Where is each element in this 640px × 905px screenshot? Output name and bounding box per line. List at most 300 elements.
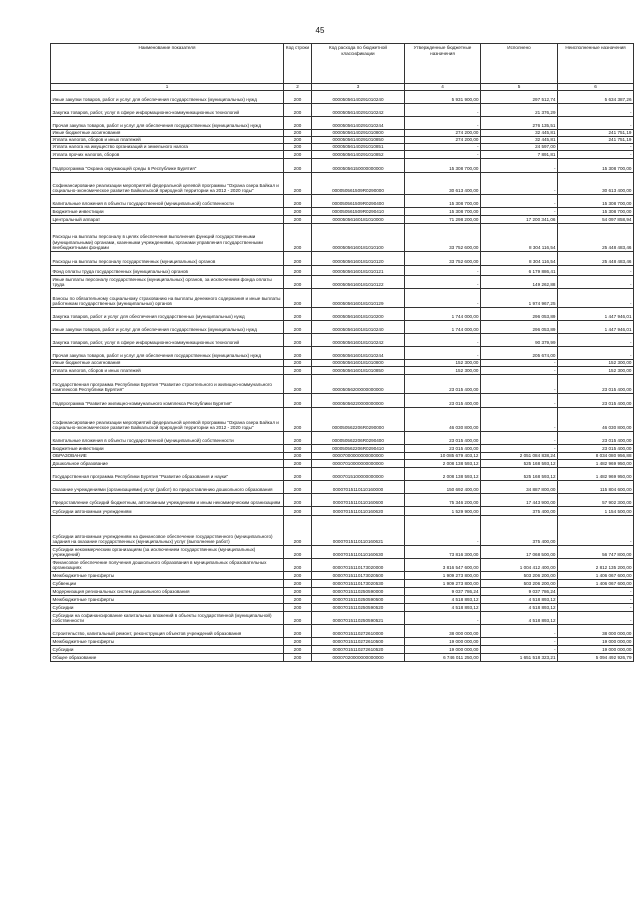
row-expense-code: 00005056140291010244 bbox=[312, 117, 405, 130]
row-indicator-name: Софинансирование реализации мероприятий федеральной целевой программы "Охрана озера Байкал и социально-экономическое развитие Байкальской природной территории на 2012 - 2020 годы" bbox=[51, 173, 284, 195]
row-executed-value: 296 053,89 bbox=[481, 321, 558, 334]
row-executed-value: 34 887 800,00 bbox=[481, 481, 558, 494]
row-line-code: 200 bbox=[284, 507, 312, 516]
row-expense-code: 00007015110110160620 bbox=[312, 507, 405, 516]
row-line-code: 200 bbox=[284, 104, 312, 117]
row-expense-code: 000050561509R0290400 bbox=[312, 195, 405, 208]
row-indicator-name: Бюджетные инвестиции bbox=[51, 445, 284, 453]
row-expense-code: 00007015110250590500 bbox=[312, 596, 405, 604]
row-line-code: 200 bbox=[284, 559, 312, 572]
row-approved-value: - bbox=[405, 104, 481, 117]
row-unexecuted-value: 46 030 800,00 bbox=[558, 408, 634, 432]
row-expense-code: 00005056140291010852 bbox=[312, 151, 405, 159]
row-line-code: 200 bbox=[284, 546, 312, 559]
row-indicator-name: ОБРАЗОВАНИЕ bbox=[51, 453, 284, 460]
row-expense-code: 000050562206R0290400 bbox=[312, 432, 405, 445]
row-expense-code: 00005056160181010120 bbox=[312, 252, 405, 266]
row-executed-value: 1 974 967,25 bbox=[481, 289, 558, 308]
column-number: 6 bbox=[558, 84, 634, 91]
row-indicator-name: Фонд оплаты труда государственных (муниципальных) органов bbox=[51, 266, 284, 276]
row-line-code: 200 bbox=[284, 516, 312, 546]
row-expense-code: 00005056150000000000 bbox=[312, 159, 405, 173]
row-unexecuted-value: 1 447 946,01 bbox=[558, 321, 634, 334]
row-indicator-name: Дошкольное образование bbox=[51, 460, 284, 468]
row-approved-value: 71 298 200,00 bbox=[405, 216, 481, 224]
table-row bbox=[51, 151, 634, 159]
row-indicator-name: Модернизация региональных систем дошкольного образования bbox=[51, 588, 284, 596]
row-executed-value: 2 051 084 838,24 bbox=[481, 453, 558, 460]
table-row bbox=[51, 572, 634, 580]
row-unexecuted-value: - bbox=[558, 604, 634, 612]
row-unexecuted-value: 23 015 400,00 bbox=[558, 432, 634, 445]
row-expense-code: 00007015110110160000 bbox=[312, 481, 405, 494]
row-indicator-name: Прочая закупка товаров, работ и услуг для обеспечения государственных (муниципальных) нужд bbox=[51, 117, 284, 130]
row-unexecuted-value: 30 613 400,00 bbox=[558, 173, 634, 195]
column-number: 1 bbox=[51, 84, 284, 91]
table-row bbox=[51, 638, 634, 646]
row-approved-value: 46 030 800,00 bbox=[405, 408, 481, 432]
row-unexecuted-value: 241 751,19 bbox=[558, 137, 634, 144]
row-executed-value: 296 053,89 bbox=[481, 308, 558, 321]
row-indicator-name: Иные закупки товаров, работ и услуг для обеспечения государственных (муниципальных) нужд bbox=[51, 321, 284, 334]
row-approved-value: 274 200,00 bbox=[405, 130, 481, 137]
row-executed-value: 297 512,74 bbox=[481, 91, 558, 104]
table-row bbox=[51, 360, 634, 367]
row-executed-value: 503 206 200,00 bbox=[481, 572, 558, 580]
row-indicator-name: Субсидии bbox=[51, 646, 284, 654]
row-indicator-name: Иные выплаты персоналу государственных (муниципальных) органов, за исключением фонда оплаты труда bbox=[51, 276, 284, 289]
row-indicator-name: Государственная программа Республики Бурятия "Развитие образования и науки" bbox=[51, 468, 284, 481]
row-indicator-name: Субсидии на софинансирование капитальных вложений в объекты государственной (муниципальной) собственности bbox=[51, 612, 284, 625]
row-approved-value: 3 816 547 600,00 bbox=[405, 559, 481, 572]
table-row bbox=[51, 104, 634, 117]
table-row bbox=[51, 334, 634, 347]
row-executed-value: 4 518 893,12 bbox=[481, 612, 558, 625]
row-approved-value: - bbox=[405, 347, 481, 360]
row-executed-value: 1 004 412 400,00 bbox=[481, 559, 558, 572]
table-header-row bbox=[51, 44, 634, 84]
row-indicator-name: Субвенции bbox=[51, 580, 284, 588]
row-line-code: 200 bbox=[284, 173, 312, 195]
row-indicator-name: Общее образование bbox=[51, 654, 284, 662]
row-executed-value: 17 200 341,06 bbox=[481, 216, 558, 224]
table-row bbox=[51, 321, 634, 334]
row-executed-value: - bbox=[481, 159, 558, 173]
row-approved-value: - bbox=[405, 151, 481, 159]
row-approved-value: 9 037 786,24 bbox=[405, 588, 481, 596]
table-row bbox=[51, 408, 634, 432]
row-approved-value: 19 000 000,00 bbox=[405, 646, 481, 654]
row-executed-value: 32 445,81 bbox=[481, 130, 558, 137]
row-line-code: 200 bbox=[284, 588, 312, 596]
row-unexecuted-value: 2 812 135 200,00 bbox=[558, 559, 634, 572]
row-executed-value: 525 168 593,12 bbox=[481, 460, 558, 468]
row-approved-value: 1 744 000,00 bbox=[405, 308, 481, 321]
row-line-code: 200 bbox=[284, 481, 312, 494]
row-line-code: 200 bbox=[284, 367, 312, 375]
budget-execution-table bbox=[50, 43, 634, 662]
row-unexecuted-value: - bbox=[558, 516, 634, 546]
row-approved-value: 73 816 300,00 bbox=[405, 546, 481, 559]
row-expense-code: 000050561509R0290410 bbox=[312, 208, 405, 216]
row-indicator-name: Субсидии автономным учреждениям bbox=[51, 507, 284, 516]
row-expense-code: 00007015100000000000 bbox=[312, 468, 405, 481]
row-executed-value: - bbox=[481, 432, 558, 445]
table-row bbox=[51, 507, 634, 516]
row-executed-value: - bbox=[481, 208, 558, 216]
row-executed-value: - bbox=[481, 360, 558, 367]
row-expense-code: 00007000000000000000 bbox=[312, 453, 405, 460]
row-line-code: 200 bbox=[284, 216, 312, 224]
row-indicator-name: Центральный аппарат bbox=[51, 216, 284, 224]
row-expense-code: 00005056140291010242 bbox=[312, 104, 405, 117]
row-approved-value: 15 308 700,00 bbox=[405, 208, 481, 216]
header-unexecuted: Неисполненные назначения bbox=[558, 44, 634, 84]
row-line-code: 200 bbox=[284, 289, 312, 308]
row-expense-code: 00007015110173020500 bbox=[312, 572, 405, 580]
row-expense-code: 000050562206R0290410 bbox=[312, 445, 405, 453]
row-indicator-name: Субсидии автономным учреждениям на финансовое обеспечение государственного (муниципального) задания на оказание государственных (муниципальных) услуг (выполнение работ) bbox=[51, 516, 284, 546]
row-expense-code: 00005056140291010850 bbox=[312, 137, 405, 144]
row-indicator-name: Оказание учреждениями (организациями) услуг (работ) по предоставлению дошкольного образования bbox=[51, 481, 284, 494]
row-unexecuted-value: 19 000 000,00 bbox=[558, 638, 634, 646]
row-approved-value: 1 744 000,00 bbox=[405, 321, 481, 334]
row-expense-code: 000050562206R0290000 bbox=[312, 408, 405, 432]
row-approved-value: 15 308 700,00 bbox=[405, 195, 481, 208]
table-row bbox=[51, 137, 634, 144]
row-approved-value: 75 346 200,00 bbox=[405, 494, 481, 507]
row-expense-code: 00007015110250590000 bbox=[312, 588, 405, 596]
column-number: 4 bbox=[405, 84, 481, 91]
table-row bbox=[51, 516, 634, 546]
row-line-code: 200 bbox=[284, 308, 312, 321]
row-indicator-name: Финансовое обеспечение получения дошкольного образования в муниципальных образовательных организациях bbox=[51, 559, 284, 572]
row-unexecuted-value: 1 482 969 950,00 bbox=[558, 468, 634, 481]
row-indicator-name: Взносы по обязательному социальному страхованию на выплаты денежного содержания и иные выплаты работникам государственных (муниципальных) органов bbox=[51, 289, 284, 308]
table-row bbox=[51, 252, 634, 266]
row-executed-value: 90 379,99 bbox=[481, 334, 558, 347]
row-expense-code: 00005056160181010800 bbox=[312, 360, 405, 367]
row-expense-code: 00005056160181010244 bbox=[312, 347, 405, 360]
row-line-code: 200 bbox=[284, 208, 312, 216]
row-line-code: 200 bbox=[284, 347, 312, 360]
table-row bbox=[51, 266, 634, 276]
row-line-code: 200 bbox=[284, 321, 312, 334]
row-indicator-name: Софинансирование реализации мероприятий федеральной целевой программы "Охрана озера Байкал и социально-экономическое развитие Байкальской природной территории на 2012 - 2020 годы" bbox=[51, 408, 284, 432]
row-executed-value: - bbox=[481, 195, 558, 208]
row-expense-code: 00007015110250590521 bbox=[312, 612, 405, 625]
row-indicator-name: Субсидии некоммерческим организациям (за исключением государственных (муниципальных) учреждений) bbox=[51, 546, 284, 559]
row-indicator-name: Иные бюджетные ассигнования bbox=[51, 130, 284, 137]
row-approved-value: 10 085 679 403,12 bbox=[405, 453, 481, 460]
row-unexecuted-value: - bbox=[558, 266, 634, 276]
row-indicator-name: Уплата налога на имущество организаций и земельного налога bbox=[51, 144, 284, 151]
row-indicator-name: Капитальные вложения в объекты государственной (муниципальной) собственности bbox=[51, 195, 284, 208]
row-line-code: 200 bbox=[284, 460, 312, 468]
row-line-code: 200 bbox=[284, 252, 312, 266]
row-expense-code: 00005056140291010851 bbox=[312, 144, 405, 151]
page-number: 45 bbox=[315, 26, 325, 35]
row-line-code: 200 bbox=[284, 144, 312, 151]
row-executed-value: 8 304 116,54 bbox=[481, 252, 558, 266]
row-approved-value: - bbox=[405, 289, 481, 308]
row-expense-code: 00005056160181010242 bbox=[312, 334, 405, 347]
row-indicator-name: Подпрограмма "Охрана окружающей среды в Республике Бурятия" bbox=[51, 159, 284, 173]
row-unexecuted-value: 1 406 067 600,00 bbox=[558, 580, 634, 588]
row-unexecuted-value: 57 902 300,00 bbox=[558, 494, 634, 507]
table-row bbox=[51, 432, 634, 445]
row-unexecuted-value: 38 000 000,00 bbox=[558, 625, 634, 638]
table-row bbox=[51, 468, 634, 481]
row-executed-value: - bbox=[481, 394, 558, 408]
row-unexecuted-value: - bbox=[558, 588, 634, 596]
row-expense-code: 00005056160181010240 bbox=[312, 321, 405, 334]
row-expense-code: 00007020000000000000 bbox=[312, 654, 405, 662]
row-approved-value: 152 300,00 bbox=[405, 360, 481, 367]
row-unexecuted-value: - bbox=[558, 596, 634, 604]
row-indicator-name: Межбюджетные трансферты bbox=[51, 596, 284, 604]
table-row bbox=[51, 596, 634, 604]
row-unexecuted-value: 1 154 500,00 bbox=[558, 507, 634, 516]
row-executed-value: 149 262,88 bbox=[481, 276, 558, 289]
row-line-code: 200 bbox=[284, 494, 312, 507]
table-row bbox=[51, 453, 634, 460]
row-expense-code: 00005056160181010850 bbox=[312, 367, 405, 375]
row-approved-value: - bbox=[405, 612, 481, 625]
row-expense-code: 00005056160181010200 bbox=[312, 308, 405, 321]
row-approved-value: 33 752 600,00 bbox=[405, 252, 481, 266]
row-indicator-name: Закупка товаров, работ, услуг в сфере информационно-коммуникационных технологий bbox=[51, 334, 284, 347]
row-line-code: 200 bbox=[284, 638, 312, 646]
table-row bbox=[51, 546, 634, 559]
row-expense-code: 00007015110272610000 bbox=[312, 625, 405, 638]
table-row bbox=[51, 367, 634, 375]
row-unexecuted-value: - bbox=[558, 347, 634, 360]
header-line-code: Код строки bbox=[284, 44, 312, 84]
table-row bbox=[51, 130, 634, 137]
row-executed-value: - bbox=[481, 445, 558, 453]
row-indicator-name: Уплата прочих налогов, сборов bbox=[51, 151, 284, 159]
row-executed-value: 6 179 886,41 bbox=[481, 266, 558, 276]
row-indicator-name: Закупка товаров, работ и услуг для обеспечения государственных (муниципальных) нужд bbox=[51, 308, 284, 321]
table-row bbox=[51, 117, 634, 130]
row-indicator-name: Уплата налогов, сборов и иных платежей bbox=[51, 137, 284, 144]
row-expense-code: 00005056160181010129 bbox=[312, 289, 405, 308]
row-line-code: 200 bbox=[284, 117, 312, 130]
table-row bbox=[51, 208, 634, 216]
row-unexecuted-value: 15 308 700,00 bbox=[558, 208, 634, 216]
row-indicator-name: Межбюджетные трансферты bbox=[51, 638, 284, 646]
row-expense-code: 00007015110272610520 bbox=[312, 646, 405, 654]
row-unexecuted-value: - bbox=[558, 151, 634, 159]
row-indicator-name: Межбюджетные трансферты bbox=[51, 572, 284, 580]
row-unexecuted-value: 5 634 387,26 bbox=[558, 91, 634, 104]
table-row bbox=[51, 144, 634, 151]
row-executed-value: 205 674,00 bbox=[481, 347, 558, 360]
row-indicator-name: Бюджетные инвестиции bbox=[51, 208, 284, 216]
row-expense-code: 00005056160181010122 bbox=[312, 276, 405, 289]
table-row bbox=[51, 460, 634, 468]
row-approved-value: 150 692 400,00 bbox=[405, 481, 481, 494]
row-unexecuted-value: 8 034 080 956,88 bbox=[558, 453, 634, 460]
table-row bbox=[51, 588, 634, 596]
table-row bbox=[51, 559, 634, 572]
row-expense-code: 00005056220000000000 bbox=[312, 394, 405, 408]
row-expense-code: 00005056140291010800 bbox=[312, 130, 405, 137]
row-unexecuted-value: - bbox=[558, 334, 634, 347]
row-line-code: 200 bbox=[284, 266, 312, 276]
row-indicator-name: Закупка товаров, работ, услуг в сфере информационно-коммуникационных технологий bbox=[51, 104, 284, 117]
row-approved-value: 38 000 000,00 bbox=[405, 625, 481, 638]
row-expense-code: 00005056200000000000 bbox=[312, 375, 405, 394]
table-row bbox=[51, 91, 634, 104]
row-executed-value: 503 206 200,00 bbox=[481, 580, 558, 588]
row-approved-value: 33 752 600,00 bbox=[405, 224, 481, 252]
header-expense-code: Код расхода по бюджетной классификации bbox=[312, 44, 405, 84]
column-number: 3 bbox=[312, 84, 405, 91]
row-line-code: 200 bbox=[284, 572, 312, 580]
row-approved-value: - bbox=[405, 266, 481, 276]
row-unexecuted-value: 23 015 400,00 bbox=[558, 394, 634, 408]
row-unexecuted-value: 15 308 700,00 bbox=[558, 195, 634, 208]
table-row bbox=[51, 654, 634, 662]
table-row bbox=[51, 216, 634, 224]
row-approved-value: 4 518 893,12 bbox=[405, 604, 481, 612]
row-executed-value: - bbox=[481, 408, 558, 432]
row-approved-value: 30 613 400,00 bbox=[405, 173, 481, 195]
table-row bbox=[51, 195, 634, 208]
row-executed-value: 17 068 500,00 bbox=[481, 546, 558, 559]
row-approved-value: 1 529 900,00 bbox=[405, 507, 481, 516]
row-indicator-name: Государственная программа Республики Бурятия "Развитие строительного и жилищно-коммунального комплексов Республики Бурятия" bbox=[51, 375, 284, 394]
row-indicator-name: Прочая закупка товаров, работ и услуг для обеспечения государственных (муниципальных) нужд bbox=[51, 347, 284, 360]
row-executed-value: - bbox=[481, 646, 558, 654]
table-row bbox=[51, 625, 634, 638]
row-unexecuted-value: 115 804 600,00 bbox=[558, 481, 634, 494]
row-line-code: 200 bbox=[284, 596, 312, 604]
row-executed-value: - bbox=[481, 367, 558, 375]
row-line-code: 200 bbox=[284, 625, 312, 638]
table-row bbox=[51, 375, 634, 394]
row-approved-value: 274 200,00 bbox=[405, 137, 481, 144]
row-unexecuted-value: 56 747 800,00 bbox=[558, 546, 634, 559]
table-row bbox=[51, 481, 634, 494]
row-expense-code: 00007015110110160600 bbox=[312, 494, 405, 507]
row-indicator-name: Подпрограмма "Развитие жилищно-коммунального комплекса Республики Бурятия" bbox=[51, 394, 284, 408]
row-line-code: 200 bbox=[284, 468, 312, 481]
row-unexecuted-value: - bbox=[558, 276, 634, 289]
row-approved-value: - bbox=[405, 516, 481, 546]
row-approved-value: 4 518 893,12 bbox=[405, 596, 481, 604]
row-executed-value: - bbox=[481, 375, 558, 394]
row-expense-code: 00007015110110160621 bbox=[312, 516, 405, 546]
row-executed-value: 4 518 893,12 bbox=[481, 596, 558, 604]
row-approved-value: 152 300,00 bbox=[405, 367, 481, 375]
row-expense-code: 00005056160181010121 bbox=[312, 266, 405, 276]
row-approved-value: - bbox=[405, 117, 481, 130]
row-unexecuted-value: 25 448 483,46 bbox=[558, 252, 634, 266]
row-line-code: 200 bbox=[284, 159, 312, 173]
row-indicator-name: Субсидии bbox=[51, 604, 284, 612]
row-executed-value: 375 400,00 bbox=[481, 507, 558, 516]
table-row bbox=[51, 604, 634, 612]
table-row bbox=[51, 612, 634, 625]
table-row bbox=[51, 347, 634, 360]
row-unexecuted-value: - bbox=[558, 104, 634, 117]
row-line-code: 200 bbox=[284, 130, 312, 137]
header-indicator-name: Наименование показателя bbox=[51, 44, 284, 84]
row-approved-value: 2 008 138 593,12 bbox=[405, 460, 481, 468]
row-unexecuted-value: 19 000 000,00 bbox=[558, 646, 634, 654]
row-executed-value: 24 597,00 bbox=[481, 144, 558, 151]
row-line-code: 200 bbox=[284, 137, 312, 144]
table-body bbox=[51, 91, 634, 662]
row-executed-value: 32 445,81 bbox=[481, 137, 558, 144]
row-executed-value: 17 443 900,00 bbox=[481, 494, 558, 507]
row-line-code: 200 bbox=[284, 408, 312, 432]
column-number: 2 bbox=[284, 84, 312, 91]
row-unexecuted-value: 1 447 946,01 bbox=[558, 308, 634, 321]
row-approved-value: - bbox=[405, 276, 481, 289]
row-unexecuted-value: 23 015 400,00 bbox=[558, 375, 634, 394]
row-unexecuted-value: 5 094 492 926,79 bbox=[558, 654, 634, 662]
table-row bbox=[51, 289, 634, 308]
row-indicator-name: Расходы на выплаты персоналу в целях обеспечения выполнения функций государственными (муниципальными) органами, казенными учреждениями, органами управления государственными внебюджетными фондами bbox=[51, 224, 284, 252]
row-executed-value: 276 135,51 bbox=[481, 117, 558, 130]
row-line-code: 200 bbox=[284, 334, 312, 347]
column-number: 5 bbox=[481, 84, 558, 91]
row-approved-value: - bbox=[405, 144, 481, 151]
row-approved-value: 23 015 400,00 bbox=[405, 445, 481, 453]
row-expense-code: 00007015110173020000 bbox=[312, 559, 405, 572]
row-executed-value: 4 518 893,12 bbox=[481, 604, 558, 612]
row-line-code: 200 bbox=[284, 224, 312, 252]
row-line-code: 200 bbox=[284, 91, 312, 104]
row-indicator-name: Предоставление субсидий бюджетным, автономным учреждениям и иным некоммерческим организациям bbox=[51, 494, 284, 507]
header-executed: Исполнено bbox=[481, 44, 558, 84]
row-executed-value: - bbox=[481, 638, 558, 646]
row-line-code: 200 bbox=[284, 604, 312, 612]
row-unexecuted-value: - bbox=[558, 117, 634, 130]
row-indicator-name: Расходы на выплаты персоналу государственных (муниципальных) органов bbox=[51, 252, 284, 266]
row-unexecuted-value: 152 300,00 bbox=[558, 367, 634, 375]
row-unexecuted-value: - bbox=[558, 612, 634, 625]
row-indicator-name: Капитальные вложения в объекты государственной (муниципальной) собственности bbox=[51, 432, 284, 445]
row-approved-value: 15 308 700,00 bbox=[405, 159, 481, 173]
row-line-code: 200 bbox=[284, 375, 312, 394]
table-row bbox=[51, 494, 634, 507]
row-line-code: 200 bbox=[284, 646, 312, 654]
row-executed-value: 8 304 116,54 bbox=[481, 224, 558, 252]
row-unexecuted-value: 1 482 969 950,00 bbox=[558, 460, 634, 468]
row-line-code: 200 bbox=[284, 445, 312, 453]
row-approved-value: 19 000 000,00 bbox=[405, 638, 481, 646]
header-approved: Утвержденные бюджетные назначения bbox=[405, 44, 481, 84]
row-unexecuted-value: - bbox=[558, 144, 634, 151]
row-expense-code: 00005056160181010000 bbox=[312, 216, 405, 224]
row-expense-code: 00007010000000000000 bbox=[312, 460, 405, 468]
row-line-code: 200 bbox=[284, 432, 312, 445]
table-row bbox=[51, 308, 634, 321]
row-expense-code: 00007015110110160630 bbox=[312, 546, 405, 559]
row-executed-value: 1 651 518 323,21 bbox=[481, 654, 558, 662]
row-approved-value: 1 909 273 800,00 bbox=[405, 572, 481, 580]
row-expense-code: 00005056140291010240 bbox=[312, 91, 405, 104]
row-approved-value: 2 008 138 593,12 bbox=[405, 468, 481, 481]
table-row bbox=[51, 159, 634, 173]
row-unexecuted-value: 25 448 483,46 bbox=[558, 224, 634, 252]
row-expense-code: 00007015110250590520 bbox=[312, 604, 405, 612]
